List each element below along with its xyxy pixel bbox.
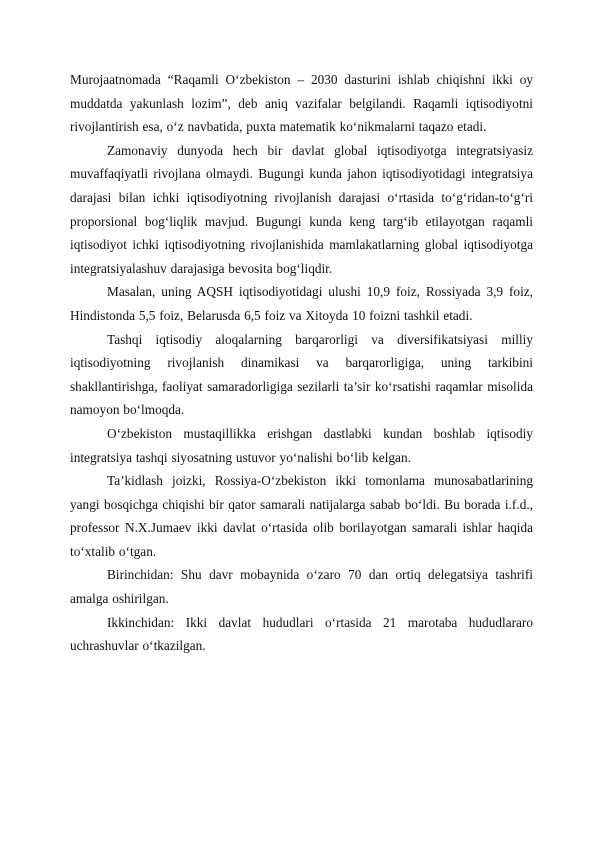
paragraph-3: Masalan, uning AQSH iqtisodiyotidagi ulushi 10,9 foiz, Rossiyada 3,9 foiz, Hindistonda 5,5 foiz, Belarusda 6,5 foiz va Xitoyda 10 foizni tashkil etadi. [70,284,533,323]
paragraph-7: Birinchidan: Shu davr mobaynida o‘zaro 70 dan ortiq delegatsiya tashrifi amalga oshirilgan. [70,567,533,607]
paragraph-4: Tashqi iqtisodiy aloqalarning barqarorligi va diversifikatsiyasi milliy iqtisodiyotning rivojlanish dinamikasi va barqarorligiga, uning tarkibini shakllantirishga, faoliyat samaradorligiga sezilarli ta’sir ko‘rsatishi raqamlar misolida namoyon bo‘lmoqda. [70,331,533,418]
paragraph-5: O‘zbekiston mustaqillikka erishgan dastlabki kundan boshlab iqtisodiy integratsiya tashqi siyosatning ustuvor yo‘nalishi bo‘lib kelgan. [70,425,533,465]
paragraph-8: Ikkinchidan: Ikki davlat hududlari o‘rtasida 21 marotaba hududlararo uchrashuvlar o‘tkazilgan. [70,614,533,654]
paragraph-6: Ta’kidlash joizki, Rossiya-O‘zbekiston ikki tomonlama munosabatlarining yangi bosqichga chiqishi bir qator samarali natijalarga sabab bo‘ldi. Bu borada i.f.d., professor N.X.Jumaev ikki davlat o‘rtasida olib borilayotgan samarali ishlar haqida to‘xtalib o‘tgan. [70,473,533,559]
document-page [70,68,533,658]
paragraph-2: Zamonaviy dunyoda hech bir davlat global iqtisodiyotga integratsiyasiz muvaffaqiyatli rivojlana olmaydi. Bugungi kunda jahon iqtisodiyotidagi integratsiya darajasi bilan ichki iqtisodiyotning rivojlanish darajasi o‘rtasida to‘g‘ridan-to‘g‘ri proporsional bog‘liqlik mavjud. Bugungi kunda keng targ‘ib etilayotgan raqamli iqtisodiyot ichki iqtisodiyotning rivojlanishida mamlakatlarning global iqtisodiyotga integratsiyalashuv darajasiga bevosita bog‘liqdir. [70,142,533,276]
paragraph-1: Murojaatnomada “Raqamli O‘zbekiston – 2030 dasturini ishlab chiqishni ikki oy muddatda yakunlash lozim”, deb aniq vazifalar belgilandi. Raqamli iqtisodiyotni rivojlantirish esa, o‘z navbatida, puxta matematik ko‘nikmalarni taqazo etadi. [70,72,533,135]
